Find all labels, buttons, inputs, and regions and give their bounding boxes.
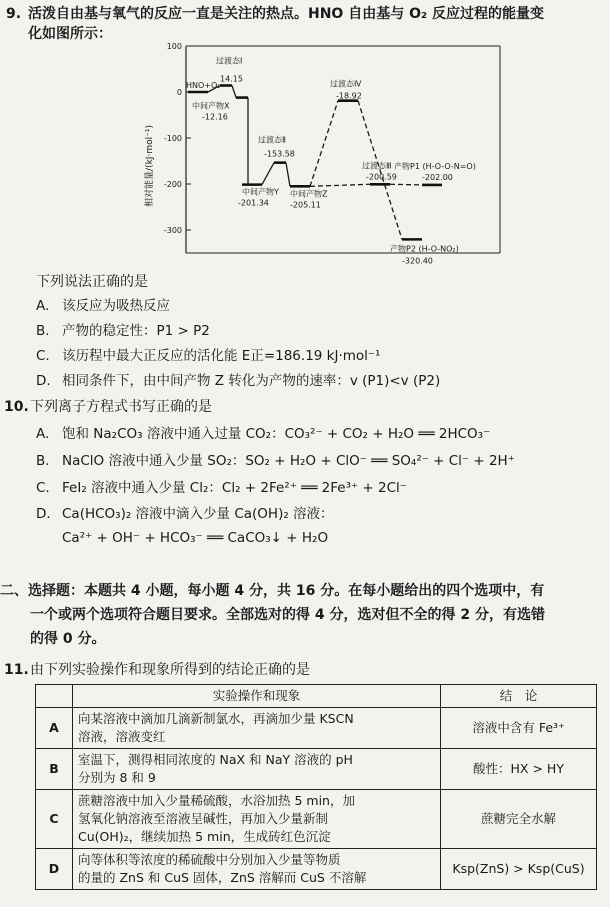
row-operation (73, 849, 441, 890)
q10-option-a: 饱和 Na₂CO₃ 溶液中通入过量 CO₂：CO₃²⁻ + CO₂ + H₂O ══ 2HCO₃⁻ (62, 426, 491, 442)
q11-table (35, 684, 597, 890)
value-ts4: -18.92 (336, 91, 362, 101)
row-op-line: 室温下，测得相同浓度的 NaX 和 NaY 溶液的 pH (78, 752, 353, 767)
value-intermediate-y: -201.34 (238, 198, 269, 208)
table-row (36, 849, 597, 890)
energy-diagram (140, 38, 520, 270)
q9-option-b-label: B. (36, 323, 50, 339)
label-ts2: 过渡态Ⅱ (258, 135, 286, 145)
q9-option-b: 产物的稳定性：P1 > P2 (62, 323, 210, 339)
path-segment (232, 85, 236, 97)
row-conclusion: 酸性：HX > HY (441, 749, 597, 790)
row-label: B (36, 749, 73, 790)
table-header-row (36, 685, 597, 708)
label-intermediate-z: 中间产物Z (290, 189, 328, 199)
q11-number: 11. (4, 662, 29, 678)
q10-prompt: 下列离子方程式书写正确的是 (30, 399, 212, 415)
path-segment-p2 (310, 101, 338, 187)
q9-option-d: 相同条件下，由中间产物 Z 转化为产物的速率：v (P1)<v (P2) (62, 373, 441, 389)
q10-option-c-label: C. (36, 480, 50, 496)
label-intermediate-x: 中间产物X (192, 101, 230, 111)
row-op-line: 向等体积等浓度的稀硫酸中分别加入少量等物质 (78, 852, 341, 867)
section2-line1: 二、选择题：本题共 4 小题，每小题 4 分，共 16 分。在每小题给出的四个选项中，有 (0, 583, 545, 599)
row-operation (73, 790, 441, 849)
row-label: D (36, 849, 73, 890)
q11-prompt: 由下列实验操作和现象所得到的结论正确的是 (30, 662, 310, 678)
row-op-line: 蔗糖溶液中加入少量稀硫酸，水浴加热 5 min，加 (78, 793, 355, 808)
table-row (36, 790, 597, 849)
value-intermediate-x: -12.16 (202, 112, 228, 122)
row-conclusion: 溶液中含有 Fe³⁺ (441, 708, 597, 749)
label-ts3: 过渡态Ⅲ (362, 161, 392, 171)
section2-line2: 一个或两个选项符合题目要求。全部选对的得 4 分，选对但不全的得 2 分，有选错 (30, 607, 545, 623)
row-op-line: 向某溶液中滴加几滴新制氯水，再滴加少量 KSCN (78, 711, 354, 726)
q9-stem-line1: 活泼自由基与氧气的反应一直是关注的热点。HNO 自由基与 O₂ 反应过程的能量变 (28, 6, 544, 22)
q9-stem-line2: 化如图所示： (28, 26, 112, 42)
q10-option-c: FeI₂ 溶液中通入少量 Cl₂：Cl₂ + 2Fe²⁺ ══ 2Fe³⁺ + 2Cl⁻ (62, 480, 407, 496)
row-conclusion: 蔗糖完全水解 (441, 790, 597, 849)
q9-number: 9. (6, 6, 22, 22)
y-tick-label: -300 (163, 226, 182, 235)
row-op-line: Cu(OH)₂，继续加热 5 min，生成砖红色沉淀 (78, 829, 331, 844)
label-product-p2: 产物P2 (H-O-NO₂) (390, 244, 459, 254)
q9-option-a: 该反应为吸热反应 (62, 298, 170, 314)
value-product-p2: -320.40 (402, 256, 433, 266)
row-op-line: 分别为 8 和 9 (78, 770, 156, 785)
path-segment-p1 (310, 184, 370, 186)
q9-option-c-label: C. (36, 348, 50, 364)
value-intermediate-z: -205.11 (290, 200, 321, 210)
header-conclusion: 结 论 (441, 685, 597, 708)
value-ts3: -200.59 (366, 172, 397, 182)
row-conclusion: Ksp(ZnS) > Ksp(CuS) (441, 849, 597, 890)
y-tick-label: 100 (166, 42, 182, 51)
label-product-p1: 产物P1 (H-O-O-N=O) (394, 161, 476, 171)
q10-option-d-equation: Ca²⁺ + OH⁻ + HCO₃⁻ ══ CaCO₃↓ + H₂O (62, 530, 329, 546)
header-operation: 实验操作和现象 (73, 685, 441, 708)
y-tick-label: -100 (163, 134, 182, 143)
path-segment (286, 163, 290, 187)
row-op-line: 的量的 ZnS 和 CuS 固体，ZnS 溶解而 CuS 不溶解 (78, 870, 367, 885)
label-intermediate-y: 中间产物Y (242, 187, 279, 197)
value-product-p1: -202.00 (422, 172, 453, 182)
row-operation (73, 708, 441, 749)
q10-option-d: Ca(HCO₃)₂ 溶液中滴入少量 Ca(OH)₂ 溶液： (62, 506, 334, 522)
row-op-line: 溶液，溶液变红 (78, 729, 166, 744)
q10-option-d-label: D. (36, 506, 51, 522)
y-tick-label: 0 (176, 88, 182, 97)
header-empty (36, 685, 73, 708)
q10-option-a-label: A. (36, 426, 50, 442)
row-label: C (36, 790, 73, 849)
value-ts2: -153.58 (264, 149, 295, 159)
row-op-line: 氢氧化钠溶液至溶液呈碱性，再加入少量新制 (78, 811, 329, 826)
q9-option-a-label: A. (36, 298, 50, 314)
value-ts1: 14.15 (220, 74, 243, 84)
path-segment-p1 (390, 184, 422, 185)
row-label: A (36, 708, 73, 749)
y-axis-label: 相对能量/(kJ·mol⁻¹) (145, 125, 155, 207)
table-row (36, 749, 597, 790)
label-ts4: 过渡态Ⅳ (330, 79, 362, 89)
row-operation (73, 749, 441, 790)
y-tick-label: -200 (163, 180, 182, 189)
q10-number: 10. (4, 399, 29, 415)
label-ts1: 过渡态Ⅰ (216, 56, 243, 66)
q9-prompt: 下列说法正确的是 (36, 274, 148, 290)
section2-line3: 的得 0 分。 (30, 631, 106, 647)
label-reactant: HNO+O₂ (186, 81, 221, 90)
path-segment (262, 163, 274, 185)
q10-option-b-label: B. (36, 453, 50, 469)
table-row (36, 708, 597, 749)
q10-option-b: NaClO 溶液中通入少量 SO₂：SO₂ + H₂O + ClO⁻ ══ SO₄²⁻ + Cl⁻ + 2H⁺ (62, 453, 515, 469)
q9-option-d-label: D. (36, 373, 51, 389)
q9-option-c: 该历程中最大正反应的活化能 E正=186.19 kJ·mol⁻¹ (62, 348, 381, 364)
